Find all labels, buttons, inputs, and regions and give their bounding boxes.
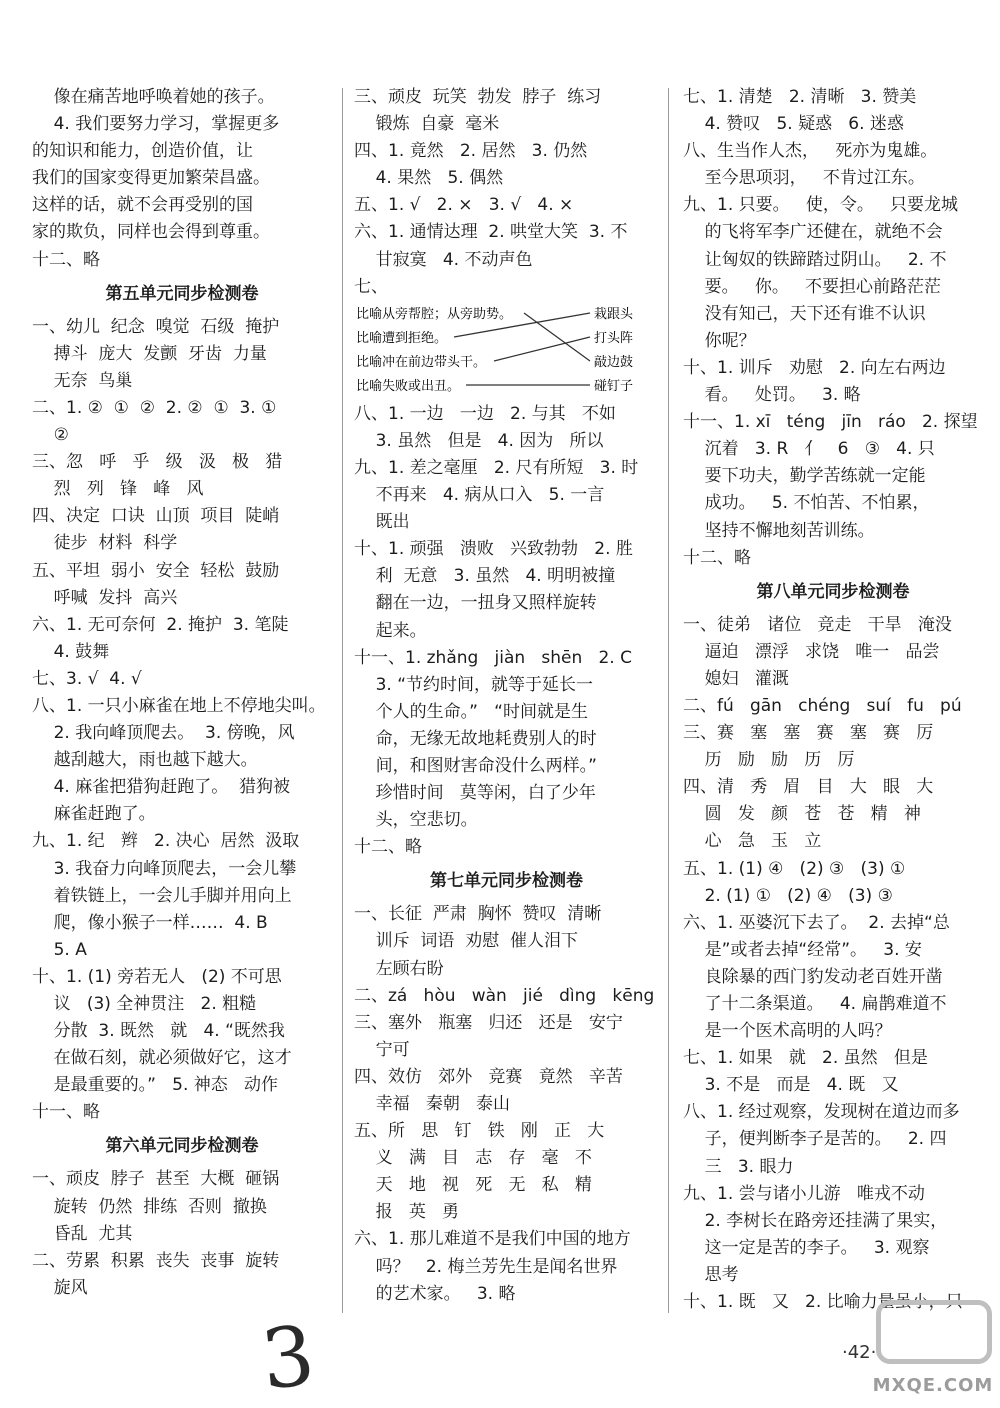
- answer-line: 甘寂寞 4. 不动声色: [354, 249, 533, 270]
- answer-line: 我们的国家变得更加繁荣昌盛。: [32, 168, 270, 189]
- answer-line: 一、长征 严肃 胸怀 赞叹 清晰: [354, 904, 602, 925]
- answer-line: 3. 不是 而是 4. 既 又: [683, 1075, 899, 1096]
- match-left-item: 比喻失败或出丑。: [356, 378, 461, 394]
- answer-line: 要。 你。 不要担心前路茫茫: [683, 276, 942, 297]
- answer-line: 起来。: [354, 620, 427, 641]
- answer-line: 越刮越大，雨也越下越大。: [32, 750, 258, 771]
- answer-line: 个人的生命。” “时间就是生: [354, 701, 588, 722]
- answer-line: 4. 我们要努力学习，掌握更多: [32, 114, 280, 135]
- answer-line: 徒步 材料 科学: [32, 533, 178, 554]
- answer-line: 十一、略: [32, 1102, 100, 1123]
- answer-line: 二、fú gān chéng suí fu pú: [683, 695, 962, 716]
- match-left-item: 比喻从旁帮腔；从旁助势。: [356, 306, 513, 322]
- answer-line: 3. “节约时间，就等于延长一: [354, 674, 594, 695]
- answer-line: 着铁链上，一会儿手脚并用向上: [32, 885, 292, 906]
- answer-line: 五、所 思 钉 铁 刚 正 大: [354, 1121, 605, 1142]
- answer-line: 三、顽皮 玩笑 勃发 脖子 练习: [354, 87, 602, 107]
- answer-line: 六、1. 那儿难道不是我们中国的地方: [354, 1229, 631, 1250]
- answer-line: 十一、1. xī téng jīn ráo 2. 探望: [683, 412, 978, 433]
- answer-line: 的艺术家。 3. 略: [354, 1283, 516, 1304]
- answer-line: 九、1. 差之毫厘 2. 尺有所短 3. 时: [354, 457, 639, 478]
- answer-line: 义 满 目 志 存 毫 不: [354, 1148, 592, 1169]
- answer-line: 五、1. (1) ④ (2) ③ (3) ①: [683, 858, 906, 879]
- answer-line: 报 英 勇: [354, 1202, 460, 1223]
- answer-line: 的知识和能力，创造价值，让: [32, 141, 253, 162]
- answer-line: 四、决定 口诀 山顶 项目 陡峭: [32, 506, 280, 527]
- answer-line: 十、1. 顽强 溃败 兴致勃勃 2. 胜: [354, 539, 633, 560]
- answer-line: 是”或者去掉“经常”。 3. 安: [683, 939, 922, 960]
- answer-line: 四、效仿 郊外 竞赛 竟然 辛苦: [354, 1066, 623, 1087]
- answer-line: 十、1. 训斥 劝慰 2. 向左右两边: [683, 357, 946, 378]
- answer-line: 八、1. 经过观察，发现树在道边而多: [683, 1102, 960, 1123]
- answer-line: 家的欺负，同样也会得到尊重。: [32, 222, 270, 243]
- answer-line: 历 励 励 历 厉: [683, 750, 855, 771]
- answer-line: 2. (1) ① (2) ④ (3) ③: [683, 885, 893, 906]
- answer-line: 六、1. 通情达理 2. 哄堂大笑 3. 不: [354, 222, 628, 243]
- answer-line: 六、1. 巫婆沉下去了。 2. 去掉“总: [683, 912, 950, 933]
- answer-line: 是一个医术高明的人吗？: [683, 1021, 892, 1042]
- answer-line: 天 地 视 死 无 私 精: [354, 1175, 592, 1196]
- answer-line: 头，空悲切。: [354, 810, 478, 831]
- answer-line: 幸福 秦朝 泰山: [354, 1094, 511, 1114]
- answer-line: 像在痛苦地呼唤着她的孩子。: [32, 87, 275, 107]
- watermark-box: [876, 1300, 992, 1364]
- answer-line: 三、忽 呼 乎 级 汲 极 猎: [32, 452, 283, 473]
- answer-line: 看。 处罚。 3. 略: [683, 385, 861, 406]
- answer-line: 没有知己，天下还有谁不认识: [683, 303, 926, 324]
- answer-line: 七、1. 清楚 2. 清晰 3. 赞美: [683, 87, 917, 107]
- answer-line: 八、1. 一只小麻雀在地上不停地尖叫。: [32, 695, 326, 716]
- answer-line: 3. 虽然 但是 4. 因为 所以: [354, 430, 604, 451]
- answer-line: 十、1. 既 又 2. 比喻力量虽小，只: [683, 1292, 963, 1313]
- answer-line: 三 3. 眼力: [683, 1156, 794, 1177]
- answer-line: 七、3. √ 4. √: [32, 668, 142, 689]
- answer-line: 良除暴的西门豹发动老百姓开凿: [683, 966, 943, 987]
- answer-line: 坚持不懈地刻苦训练。: [683, 520, 875, 541]
- answer-line: 旋风: [32, 1277, 88, 1298]
- answer-line: 十二、略: [683, 547, 751, 568]
- answer-line: 4. 果然 5. 偶然: [354, 168, 504, 189]
- answer-line: 十二、略: [354, 837, 422, 858]
- answer-line: 九、1. 纪 辫 2. 决心 居然 汲取: [32, 831, 300, 852]
- match-right-item: 敲边鼓: [594, 354, 634, 370]
- match-connector-line: [524, 313, 590, 361]
- answer-line: 九、1. 只要。 使，令。 只要龙城: [683, 195, 959, 216]
- watermark-text: MXQE.COM: [872, 1375, 994, 1396]
- answer-line: 四、清 秀 眉 目 大 眼 大: [683, 777, 934, 798]
- answer-line: 九、1. 尝与诸小儿游 唯戎不动: [683, 1183, 925, 1204]
- answer-line: 八、1. 一边 一边 2. 与其 不如: [354, 403, 616, 424]
- answer-line: 七、: [354, 276, 388, 297]
- answer-line: 这样的话，就不会再受别的国: [32, 195, 253, 216]
- answer-line: 爬，像小猴子一样…… 4. B: [32, 912, 268, 933]
- column-divider-1: [342, 88, 343, 1313]
- answer-line: 八、生当作人杰， 死亦为鬼雄。: [683, 141, 938, 162]
- answer-line: 四、1. 竟然 2. 居然 3. 仍然: [354, 141, 588, 162]
- handwritten-mark: 3: [257, 1308, 319, 1408]
- answer-line: 在做石刻，就必须做好它，这才: [32, 1048, 292, 1069]
- answer-line: 无奈 鸟巢: [32, 370, 133, 391]
- answer-line: 左顾右盼: [354, 958, 444, 979]
- answer-line: 的飞将军李广还健在，就绝不会: [683, 222, 943, 243]
- answer-line: 五、平坦 弱小 安全 轻松 鼓励: [32, 560, 280, 581]
- answer-line: 要下功夫，勤学苦练就一定能: [683, 466, 926, 487]
- answer-line: 十一、1. zhǎng jiàn shēn 2. C: [354, 647, 632, 668]
- answer-line: 一、幼儿 纪念 嗅觉 石级 掩护: [32, 316, 280, 337]
- answer-line: 至今思项羽， 不肯过江东。: [683, 168, 925, 189]
- answer-column-2: [354, 84, 659, 1308]
- answer-line: 心 急 玉 立: [683, 831, 822, 852]
- column-divider-2: [668, 88, 669, 1313]
- answer-line: 珍惜时间 莫等闲，白了少年: [354, 783, 596, 804]
- answer-line: 4. 赞叹 5. 疑惑 6. 迷惑: [683, 114, 904, 135]
- answer-column-3: [683, 84, 983, 1316]
- answer-line: 成功。 5. 不怕苦、不怕累，: [683, 493, 930, 514]
- answer-line: 一、顽皮 脖子 甚至 大概 砸锅: [32, 1169, 280, 1190]
- section-heading: 第五单元同步检测卷: [105, 283, 259, 304]
- answer-line: 二、zá hòu wàn jié dìng kēng: [354, 985, 655, 1006]
- answer-line: 5. A: [32, 939, 87, 960]
- answer-line: 你呢？: [683, 330, 756, 351]
- answer-line: 4. 麻雀把猎狗赶跑了。 猎狗被: [32, 777, 291, 798]
- answer-line: 圆 发 颜 苍 苍 精 神: [683, 804, 921, 825]
- answer-line: 七、1. 如果 就 2. 虽然 但是: [683, 1048, 928, 1069]
- answer-line: 三、赛 塞 塞 赛 塞 赛 厉: [683, 723, 934, 744]
- match-left-item: 比喻遭到拒绝。: [356, 330, 448, 346]
- answer-line: 2. 李树长在路旁还挂满了果实，: [683, 1210, 948, 1231]
- answer-line: 命，无缘无故地耗费别人的时: [354, 728, 597, 749]
- answer-line: 既出: [354, 512, 410, 533]
- answer-line: 沉着 3. R 亻 6 ③ 4. 只: [683, 439, 935, 460]
- section-heading: 第六单元同步检测卷: [105, 1136, 259, 1157]
- match-right-item: 栽跟头: [594, 306, 634, 322]
- answer-line: 十二、略: [32, 249, 100, 270]
- answer-line: 旋转 仍然 排练 否则 撤换: [32, 1196, 267, 1217]
- section-heading: 第七单元同步检测卷: [430, 871, 583, 892]
- answer-line: 麻雀赶跑了。: [32, 804, 156, 825]
- answer-line: ②: [32, 425, 69, 446]
- answer-line: 是最重要的。” 5. 神态 动作: [32, 1075, 278, 1096]
- answer-line: 昏乱 尤其: [32, 1223, 133, 1244]
- answer-line: 4. 鼓舞: [32, 641, 110, 662]
- answer-line: 锻炼 自豪 毫米: [354, 114, 500, 135]
- answer-line: 让匈奴的铁蹄踏过阴山。 2. 不: [683, 249, 947, 270]
- answer-line: 搏斗 庞大 发颤 牙齿 力量: [32, 343, 267, 364]
- answer-line: 十、1. (1) 旁若无人 (2) 不可思: [32, 966, 282, 987]
- answer-line: 三、塞外 瓶塞 归还 还是 安宁: [354, 1012, 623, 1033]
- answer-line: 翻在一边，一扭身又照样旋转: [354, 593, 597, 614]
- answer-line: 六、1. 无可奈何 2. 掩护 3. 笔陡: [32, 614, 289, 635]
- answer-line: 2. 我向峰顶爬去。 3. 傍晚，风: [32, 723, 295, 744]
- answer-line: 不再来 4. 病从口入 5. 一言: [354, 485, 605, 506]
- match-connector-line: [494, 337, 590, 361]
- answer-line: 分散 3. 既然 就 4. “既然我: [32, 1021, 285, 1042]
- answer-line: 二、1. ② ① ② 2. ② ① 3. ①: [32, 397, 277, 418]
- answer-line: 五、1. √ 2. × 3. √ 4. ×: [354, 195, 574, 216]
- answer-line: 训斥 词语 劝慰 催人泪下: [354, 931, 579, 952]
- answer-line: 这一定是苦的李子。 3. 观察: [683, 1237, 930, 1258]
- answer-line: 3. 我奋力向峰顶爬去，一会儿攀: [32, 858, 297, 879]
- answer-line: 议 (3) 全神贯注 2. 粗糙: [32, 994, 257, 1014]
- answer-line: 烈 列 锋 峰 风: [32, 479, 204, 500]
- answer-line: 一、徒弟 诸位 竞走 干旱 淹没: [683, 614, 952, 635]
- matching-exercise: [354, 301, 654, 401]
- answer-line: 逼迫 漂浮 求饶 唯一 品尝: [683, 641, 940, 662]
- answer-line: 二、劳累 积累 丧失 丧事 旋转: [32, 1250, 280, 1271]
- section-heading: 第八单元同步检测卷: [756, 581, 910, 602]
- answer-line: 吗？ 2. 梅兰芳先生是闻名世界: [354, 1256, 618, 1277]
- answer-line: 子，便判断李子是苦的。 2. 四: [683, 1129, 947, 1150]
- answer-line: 了十二条渠道。 4. 扁鹊难道不: [683, 994, 947, 1014]
- match-right-item: 碰钉子: [594, 378, 634, 394]
- match-left-item: 比喻冲在前边带头干。: [356, 354, 487, 370]
- answer-line: 间，和图财害命没什么两样。”: [354, 755, 597, 776]
- match-right-item: 打头阵: [594, 330, 634, 346]
- answer-line: 宁可: [354, 1039, 410, 1060]
- answer-line: 利 无意 3. 虽然 4. 明明被撞: [354, 566, 616, 587]
- answer-line: 呼喊 发抖 高兴: [32, 587, 178, 608]
- answer-line: 思考: [683, 1264, 739, 1285]
- page-number: ·42·: [842, 1342, 877, 1363]
- answer-column-1: [32, 84, 332, 1302]
- answer-line: 媳妇 灌溉: [683, 668, 789, 689]
- watermark-logo: [868, 1300, 998, 1396]
